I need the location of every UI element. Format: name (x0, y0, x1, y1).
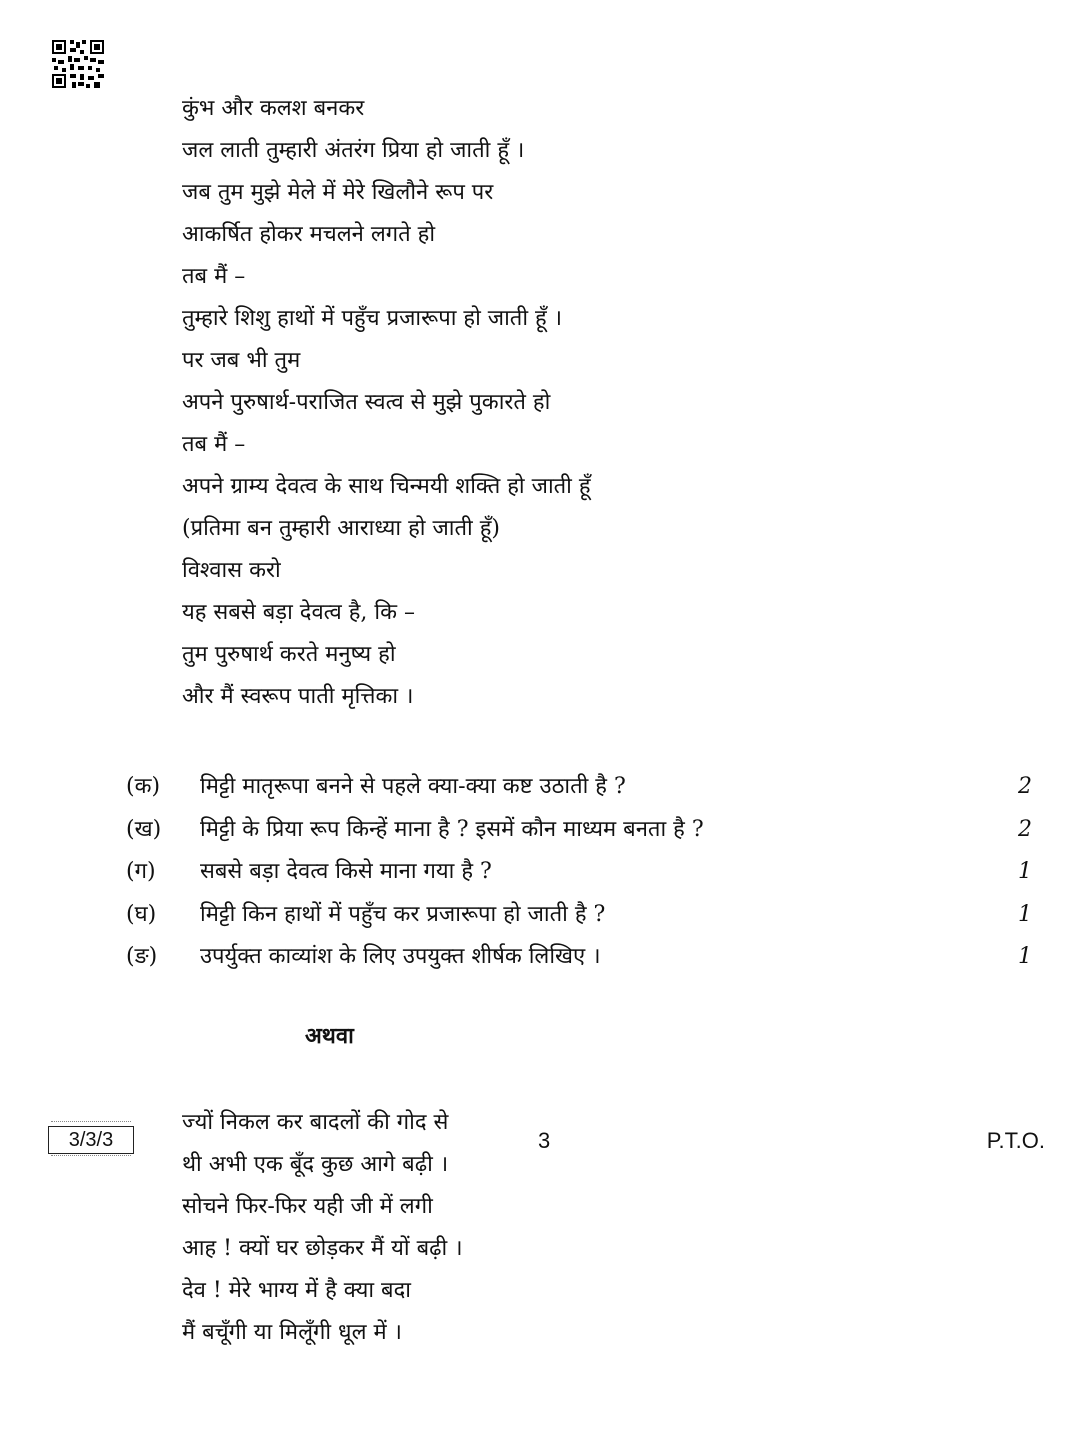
question-text: सबसे बड़ा देवत्व किसे माना गया है ? (200, 859, 492, 884)
question-item (126, 936, 1038, 979)
question-label: (ख) (126, 816, 162, 842)
poem-line: अपने पुरुषार्थ-पराजित स्वत्व से मुझे पुकारते हो (182, 390, 551, 415)
paper-code: 3/3/3 (48, 1126, 134, 1154)
question-label: (ङ) (126, 944, 158, 969)
athva-heading: अथवा (305, 1023, 354, 1049)
poem-line: सोचने फिर-फिर यही जी में लगी (182, 1194, 433, 1219)
poem-line: तब मैं – (182, 264, 246, 289)
poem-line: आकर्षित होकर मचलने लगते हो (182, 222, 436, 247)
poem-part-1 (182, 88, 591, 718)
question-label: (क) (126, 774, 161, 799)
poem-line: थी अभी एक बूँद कुछ आगे बढ़ी । (182, 1152, 449, 1177)
poem-line: और मैं स्वरूप पाती मृत्तिका । (182, 684, 414, 709)
question-marks: 1 (1018, 901, 1032, 927)
question-item (126, 894, 1038, 937)
poem-line: आह ! क्यों घर छोड़कर मैं यों बढ़ी । (182, 1236, 463, 1261)
question-text: उपर्युक्त काव्यांश के लिए उपयुक्त शीर्षक लिखिए । (200, 944, 601, 969)
poem-line: तुम पुरुषार्थ करते मनुष्य हो (182, 642, 396, 667)
qr-code-icon (52, 40, 104, 88)
question-list (126, 766, 1038, 979)
question-marks: 1 (1018, 944, 1032, 969)
question-item (126, 851, 1038, 894)
poem-line: तुम्हारे शिशु हाथों में पहुँच प्रजारूपा हो जाती हूँ । (182, 306, 563, 331)
poem-line: पर जब भी तुम (182, 348, 301, 373)
question-text: मिट्टी किन हाथों में पहुँच कर प्रजारूपा हो जाती है ? (200, 901, 606, 927)
question-text: मिट्टी मातृरूपा बनने से पहले क्या-क्या कष्ट उठाती है ? (200, 774, 626, 799)
question-marks: 2 (1018, 816, 1032, 842)
poem-line: देव ! मेरे भाग्य में है क्या बदा (182, 1278, 411, 1303)
poem-line: कुंभ और कलश बनकर (182, 96, 365, 121)
poem-line: मैं बचूँगी या मिलूँगी धूल में । (182, 1320, 402, 1345)
poem-line: जल लाती तुम्हारी अंतरंग प्रिया हो जाती हूँ । (182, 138, 525, 163)
poem-line: तब मैं – (182, 432, 246, 457)
question-marks: 1 (1018, 859, 1032, 884)
poem-line: (प्रतिमा बन तुम्हारी आराध्या हो जाती हूँ) (182, 516, 500, 541)
poem-line: यह सबसे बड़ा देवत्व है, कि – (182, 600, 415, 625)
question-label: (ग) (126, 859, 156, 884)
question-item (126, 809, 1038, 852)
question-marks: 2 (1018, 774, 1032, 799)
pto-label: P.T.O. (986, 1128, 1045, 1153)
question-label: (घ) (126, 901, 157, 927)
poem-part-2 (182, 1102, 463, 1354)
question-item (126, 766, 1038, 809)
poem-line: विश्वास करो (182, 558, 281, 583)
poem-line: अपने ग्राम्य देवत्व के साथ चिन्मयी शक्ति हो जाती हूँ (182, 474, 591, 499)
question-text: मिट्टी के प्रिया रूप किन्हें माना है ? इसमें कौन माध्यम बनता है ? (200, 816, 704, 842)
poem-line: ज्यों निकल कर बादलों की गोद से (182, 1110, 449, 1135)
poem-line: जब तुम मुझे मेले में मेरे खिलौने रूप पर (182, 180, 494, 205)
page-number: 3 (538, 1128, 551, 1153)
